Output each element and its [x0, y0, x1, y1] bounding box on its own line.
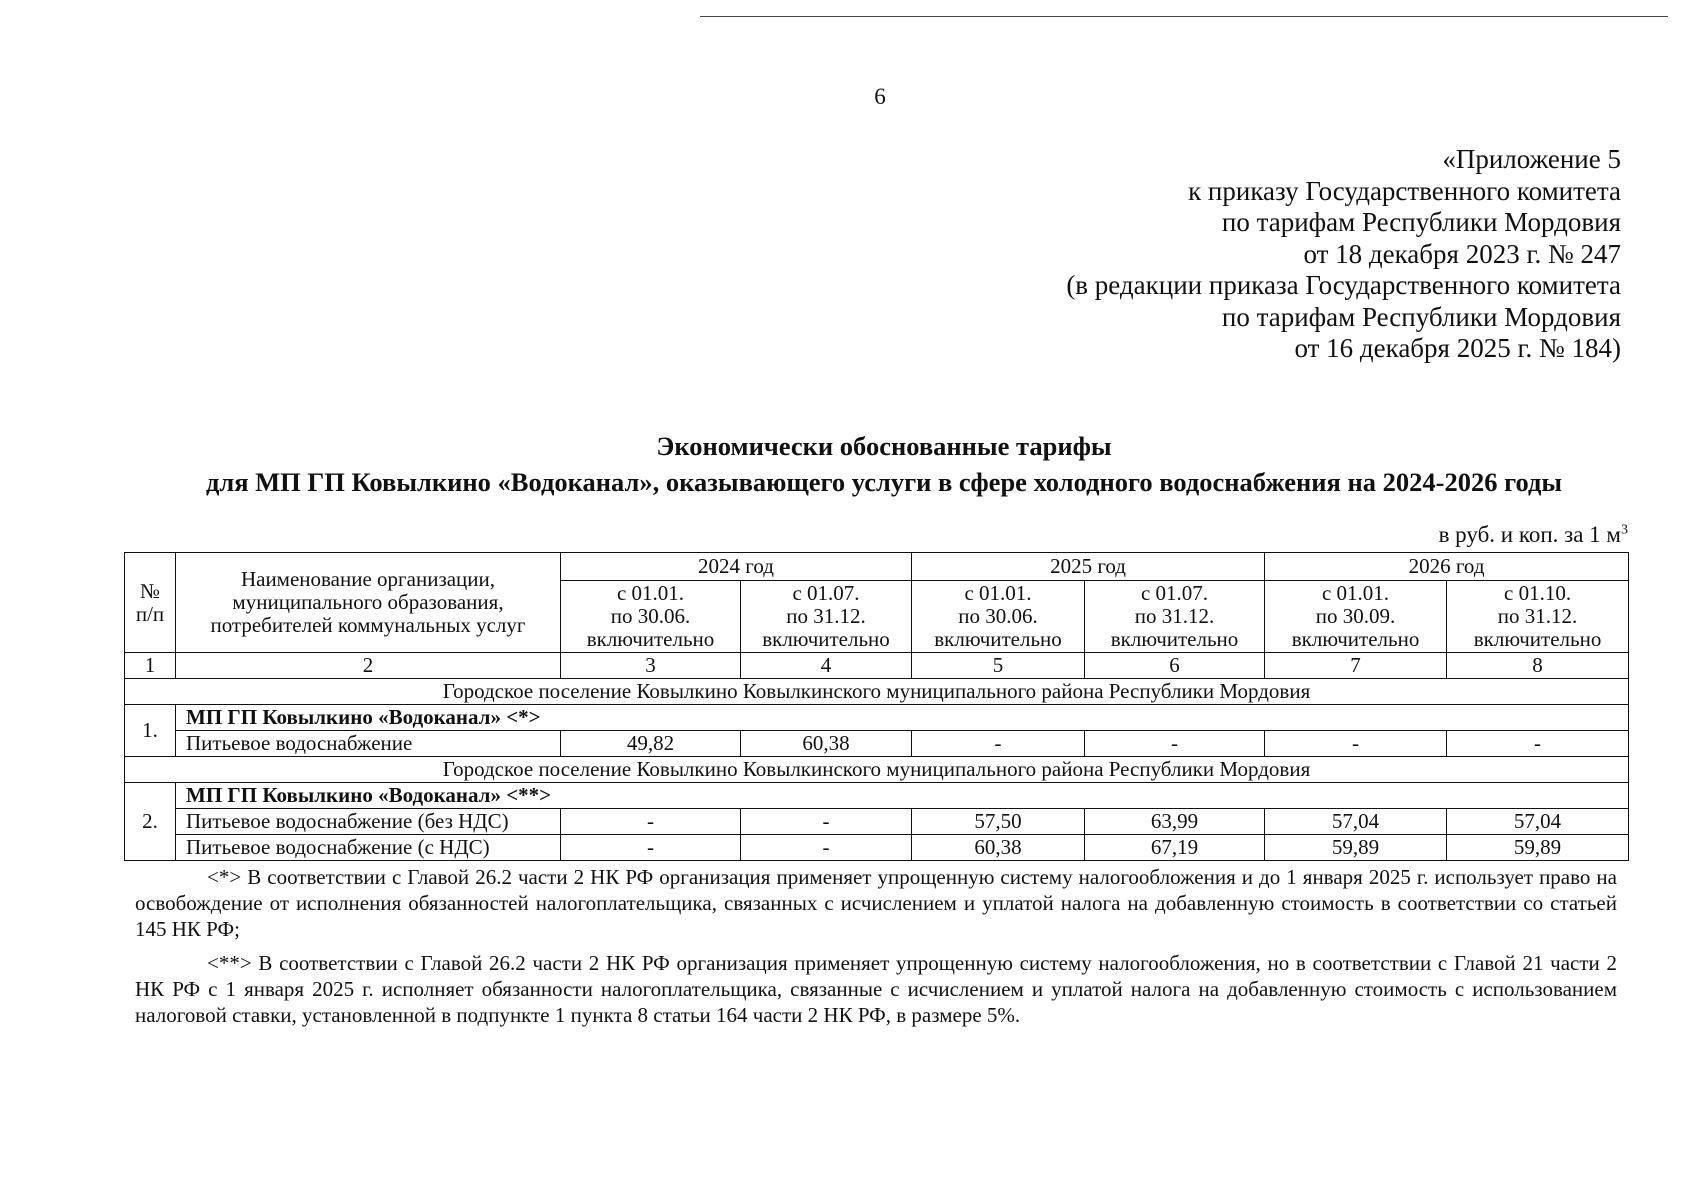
title-line-1: Экономически обоснованные тарифы: [656, 431, 1112, 461]
tariff-cell: 59,89: [1265, 835, 1447, 861]
tariff-cell: -: [1447, 731, 1629, 757]
top-rule: [700, 16, 1668, 17]
column-number: 8: [1447, 653, 1629, 679]
tariff-cell: 60,38: [912, 835, 1085, 861]
appendix-line: «Приложение 5: [1442, 144, 1621, 174]
column-number: 3: [561, 653, 741, 679]
appendix-line: по тарифам Республики Мордовия: [1221, 301, 1621, 332]
tariff-cell: -: [1085, 731, 1265, 757]
document-title: [0, 428, 1687, 500]
tariff-cell: -: [561, 835, 741, 861]
organization-row: МП ГП Ковылкино «Водоканал» <**>: [176, 783, 1629, 809]
footnotes: [135, 864, 1617, 1036]
section-title-row: Городское поселение Ковылкино Ковылкинского муниципального района Республики Мордовия: [125, 757, 1629, 783]
units-note: [1439, 522, 1628, 548]
title-line-2: для МП ГП Ковылкино «Водоканал», оказывающего услуги в сфере холодного водоснабжения на 2024-2026 годы: [205, 467, 1563, 497]
page-number: 6: [874, 84, 886, 109]
tariff-cell: 67,19: [1085, 835, 1265, 861]
service-label: Питьевое водоснабжение (с НДС): [176, 835, 561, 861]
tariff-cell: 57,04: [1447, 809, 1629, 835]
appendix-line: от 18 декабря 2023 г. № 247: [1303, 238, 1621, 269]
footnote-1: <*> В соответствии с Главой 26.2 части 2 НК РФ организация применяет упрощенную систему налогообложения и до 1 января 2025 г. использует право на освобождение от исполнения обязанностей налогоплательщика, связанных с исчислением и уплатой налога на добавленную стоимость в соответствии со статьей 145 НК РФ;: [135, 865, 1617, 941]
footnote-2: <**> В соответствии с Главой 26.2 части 2 НК РФ организация применяет упрощенную систему налогообложения, но в соответствии с Главой 21 части 2 НК РФ с 1 января 2025 г. исполняет обязанности налогоплательщика, связанные с исчислением и уплатой налога на добавленную стоимость с использованием налоговой ставки, установленной в подпункте 1 пункта 8 статьи 164 части 2 НК РФ, в размере 5%.: [135, 951, 1617, 1027]
tariff-cell: -: [912, 731, 1085, 757]
appendix-line: от 16 декабря 2025 г. № 184): [1294, 333, 1621, 363]
column-number: 6: [1085, 653, 1265, 679]
appendix-line: по тарифам Республики Мордовия: [1221, 207, 1621, 237]
group-number: 2.: [125, 783, 176, 861]
header-period: с 01.07. по 31.12. включительно: [741, 581, 912, 653]
header-name: Наименование организации, муниципального образования, потребителей коммунальных услуг: [176, 553, 561, 653]
tariff-cell: -: [741, 835, 912, 861]
group-number: 1.: [125, 705, 176, 757]
column-number: 7: [1265, 653, 1447, 679]
tariff-cell: 49,82: [561, 731, 741, 757]
organization-row: МП ГП Ковылкино «Водоканал» <*>: [176, 705, 1629, 731]
header-period: с 01.01. по 30.09. включительно: [1265, 581, 1447, 653]
tariff-cell: -: [741, 809, 912, 835]
tariff-cell: -: [561, 809, 741, 835]
column-number: 5: [912, 653, 1085, 679]
tariff-cell: 59,89: [1447, 835, 1629, 861]
header-period: с 01.01. по 30.06. включительно: [561, 581, 741, 653]
tariff-cell: -: [1265, 731, 1447, 757]
header-num: № п/п: [125, 553, 176, 653]
header-year-2026: 2026 год: [1265, 553, 1629, 581]
tariff-table: [124, 552, 1629, 861]
tariff-cell: 57,04: [1265, 809, 1447, 835]
column-number: 2: [176, 653, 561, 679]
header-period: с 01.10. по 31.12. включительно: [1447, 581, 1629, 653]
units-superscript: 3: [1621, 522, 1628, 538]
column-number: 4: [741, 653, 912, 679]
header-year-2024: 2024 год: [561, 553, 912, 581]
appendix-line: к приказу Государственного комитета: [1188, 175, 1621, 206]
tariff-cell: 60,38: [741, 731, 912, 757]
service-label: Питьевое водоснабжение (без НДС): [176, 809, 561, 835]
column-number: 1: [125, 653, 176, 679]
header-period: с 01.01. по 30.06. включительно: [912, 581, 1085, 653]
header-year-2025: 2025 год: [912, 553, 1265, 581]
service-label: Питьевое водоснабжение: [176, 731, 561, 757]
tariff-cell: 57,50: [912, 809, 1085, 835]
appendix-block: [1066, 144, 1621, 365]
header-period: с 01.07. по 31.12. включительно: [1085, 581, 1265, 653]
section-title-row: Городское поселение Ковылкино Ковылкинского муниципального района Республики Мордовия: [125, 679, 1629, 705]
tariff-cell: 63,99: [1085, 809, 1265, 835]
appendix-line: (в редакции приказа Государственного комитета: [1066, 270, 1621, 300]
units-text: в руб. и коп. за 1 м: [1438, 522, 1621, 547]
